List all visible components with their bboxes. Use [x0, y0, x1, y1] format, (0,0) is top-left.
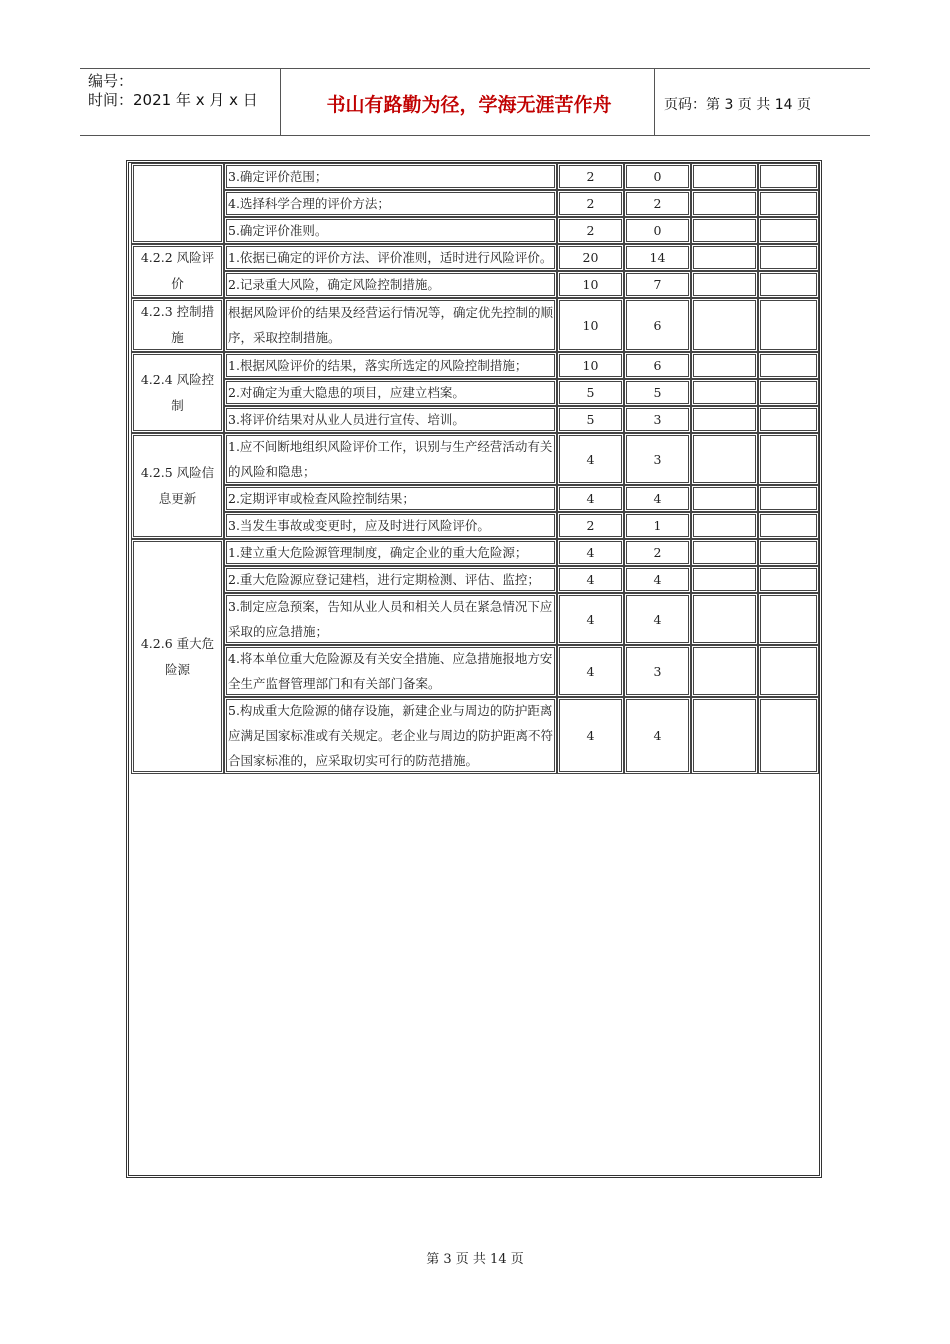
table-row [131, 539, 819, 566]
doc-date-label: 时间：2021 年 x 月 x 日 [88, 91, 258, 109]
doc-code-label: 编号： [88, 72, 134, 90]
score-cell: 10 [557, 298, 624, 352]
assessment-table [131, 163, 819, 774]
blank-cell [691, 406, 758, 433]
got-cell: 2 [624, 190, 691, 217]
content-cell: 5.构成重大危险源的储存设施，新建企业与周边的防护距离应满足国家标准或有关规定。老企业与周边的防护距离不符合国家标准的，应采取切实可行的防范措施。 [224, 697, 557, 774]
got-cell: 5 [624, 379, 691, 406]
header-bottom-rule [80, 135, 870, 136]
blank-cell [758, 697, 819, 774]
blank-cell [691, 298, 758, 352]
content-cell: 2.定期评审或检查风险控制结果； [224, 485, 557, 512]
header-motto: 书山有路勤为径，学海无涯苦作舟 [326, 94, 612, 116]
blank-cell [691, 593, 758, 645]
blank-cell [691, 697, 758, 774]
blank-cell [758, 163, 819, 190]
got-cell: 4 [624, 485, 691, 512]
blank-cell [758, 406, 819, 433]
blank-cell [691, 352, 758, 379]
got-cell: 3 [624, 406, 691, 433]
score-cell: 2 [557, 512, 624, 539]
score-cell: 10 [557, 352, 624, 379]
blank-cell [691, 217, 758, 244]
content-cell: 2.对确定为重大隐患的项目，应建立档案。 [224, 379, 557, 406]
blank-cell [691, 190, 758, 217]
score-cell: 4 [557, 433, 624, 485]
score-cell: 4 [557, 593, 624, 645]
item-cell: 4.2.3 控制措施 [131, 298, 224, 352]
got-cell: 7 [624, 271, 691, 298]
got-cell: 4 [624, 593, 691, 645]
blank-cell [758, 566, 819, 593]
content-cell: 2.重大危险源应登记建档，进行定期检测、评估、监控； [224, 566, 557, 593]
table-row [131, 163, 819, 190]
got-cell: 3 [624, 645, 691, 697]
score-cell: 5 [557, 379, 624, 406]
table-row [131, 271, 819, 298]
blank-cell [691, 271, 758, 298]
item-cell: 4.2.2 风险评价 [131, 244, 224, 298]
score-cell: 4 [557, 566, 624, 593]
blank-cell [758, 298, 819, 352]
blank-cell [691, 379, 758, 406]
blank-cell [691, 512, 758, 539]
got-cell: 3 [624, 433, 691, 485]
table-row [131, 298, 819, 352]
blank-cell [758, 433, 819, 485]
score-cell: 20 [557, 244, 624, 271]
score-cell: 2 [557, 217, 624, 244]
got-cell: 4 [624, 697, 691, 774]
table-row [131, 190, 819, 217]
content-cell: 5.确定评价准则。 [224, 217, 557, 244]
got-cell: 2 [624, 539, 691, 566]
blank-cell [758, 485, 819, 512]
blank-cell [758, 512, 819, 539]
got-cell: 4 [624, 566, 691, 593]
score-cell: 5 [557, 406, 624, 433]
blank-cell [758, 352, 819, 379]
item-cell [131, 163, 224, 244]
table-row [131, 433, 819, 485]
blank-cell [691, 645, 758, 697]
item-cell: 4.2.6 重大危险源 [131, 539, 224, 774]
item-cell: 4.2.5 风险信息更新 [131, 433, 224, 539]
got-cell: 14 [624, 244, 691, 271]
blank-cell [758, 539, 819, 566]
score-cell: 2 [557, 190, 624, 217]
got-cell: 6 [624, 352, 691, 379]
content-cell: 1.根据风险评价的结果，落实所选定的风险控制措施； [224, 352, 557, 379]
content-cell: 1.依据已确定的评价方法、评价准则，适时进行风险评价。 [224, 244, 557, 271]
header-page-info: 页码：第 3 页 共 14 页 [664, 97, 811, 113]
score-cell: 4 [557, 539, 624, 566]
content-cell: 3.制定应急预案，告知从业人员和相关人员在紧急情况下应采取的应急措施； [224, 593, 557, 645]
got-cell: 0 [624, 217, 691, 244]
header-divider [654, 68, 655, 135]
table-row [131, 645, 819, 697]
header-divider [280, 68, 281, 135]
content-cell: 3.确定评价范围； [224, 163, 557, 190]
content-cell: 1.建立重大危险源管理制度，确定企业的重大危险源； [224, 539, 557, 566]
blank-cell [691, 244, 758, 271]
blank-cell [691, 163, 758, 190]
blank-cell [691, 539, 758, 566]
score-cell: 2 [557, 163, 624, 190]
blank-cell [758, 271, 819, 298]
content-cell: 3.当发生事故或变更时，应及时进行风险评价。 [224, 512, 557, 539]
table-row [131, 379, 819, 406]
table-row [131, 512, 819, 539]
content-cell: 3.将评价结果对从业人员进行宣传、培训。 [224, 406, 557, 433]
page-footer: 第 3 页 共 14 页 [426, 1252, 524, 1267]
header-meta [88, 72, 278, 110]
score-cell: 4 [557, 485, 624, 512]
content-cell: 4.选择科学合理的评价方法； [224, 190, 557, 217]
got-cell: 6 [624, 298, 691, 352]
content-cell: 4.将本单位重大危险源及有关安全措施、应急措施报地方安全生产监督管理部门和有关部门备案。 [224, 645, 557, 697]
blank-cell [758, 217, 819, 244]
blank-cell [691, 566, 758, 593]
table-row [131, 697, 819, 774]
blank-cell [758, 190, 819, 217]
got-cell: 1 [624, 512, 691, 539]
content-cell: 根据风险评价的结果及经营运行情况等，确定优先控制的顺序，采取控制措施。 [224, 298, 557, 352]
blank-cell [758, 379, 819, 406]
blank-cell [691, 433, 758, 485]
header-top-rule [80, 68, 870, 69]
blank-cell [758, 244, 819, 271]
content-cell: 1.应不间断地组织风险评价工作，识别与生产经营活动有关的风险和隐患； [224, 433, 557, 485]
table-row [131, 244, 819, 271]
score-cell: 10 [557, 271, 624, 298]
got-cell: 0 [624, 163, 691, 190]
score-cell: 4 [557, 697, 624, 774]
table-row [131, 485, 819, 512]
table-row [131, 352, 819, 379]
item-cell: 4.2.4 风险控制 [131, 352, 224, 433]
blank-cell [758, 645, 819, 697]
blank-cell [758, 593, 819, 645]
table-row [131, 593, 819, 645]
table-row [131, 566, 819, 593]
table-row [131, 406, 819, 433]
blank-cell [691, 485, 758, 512]
content-cell: 2.记录重大风险，确定风险控制措施。 [224, 271, 557, 298]
table-row [131, 217, 819, 244]
score-cell: 4 [557, 645, 624, 697]
